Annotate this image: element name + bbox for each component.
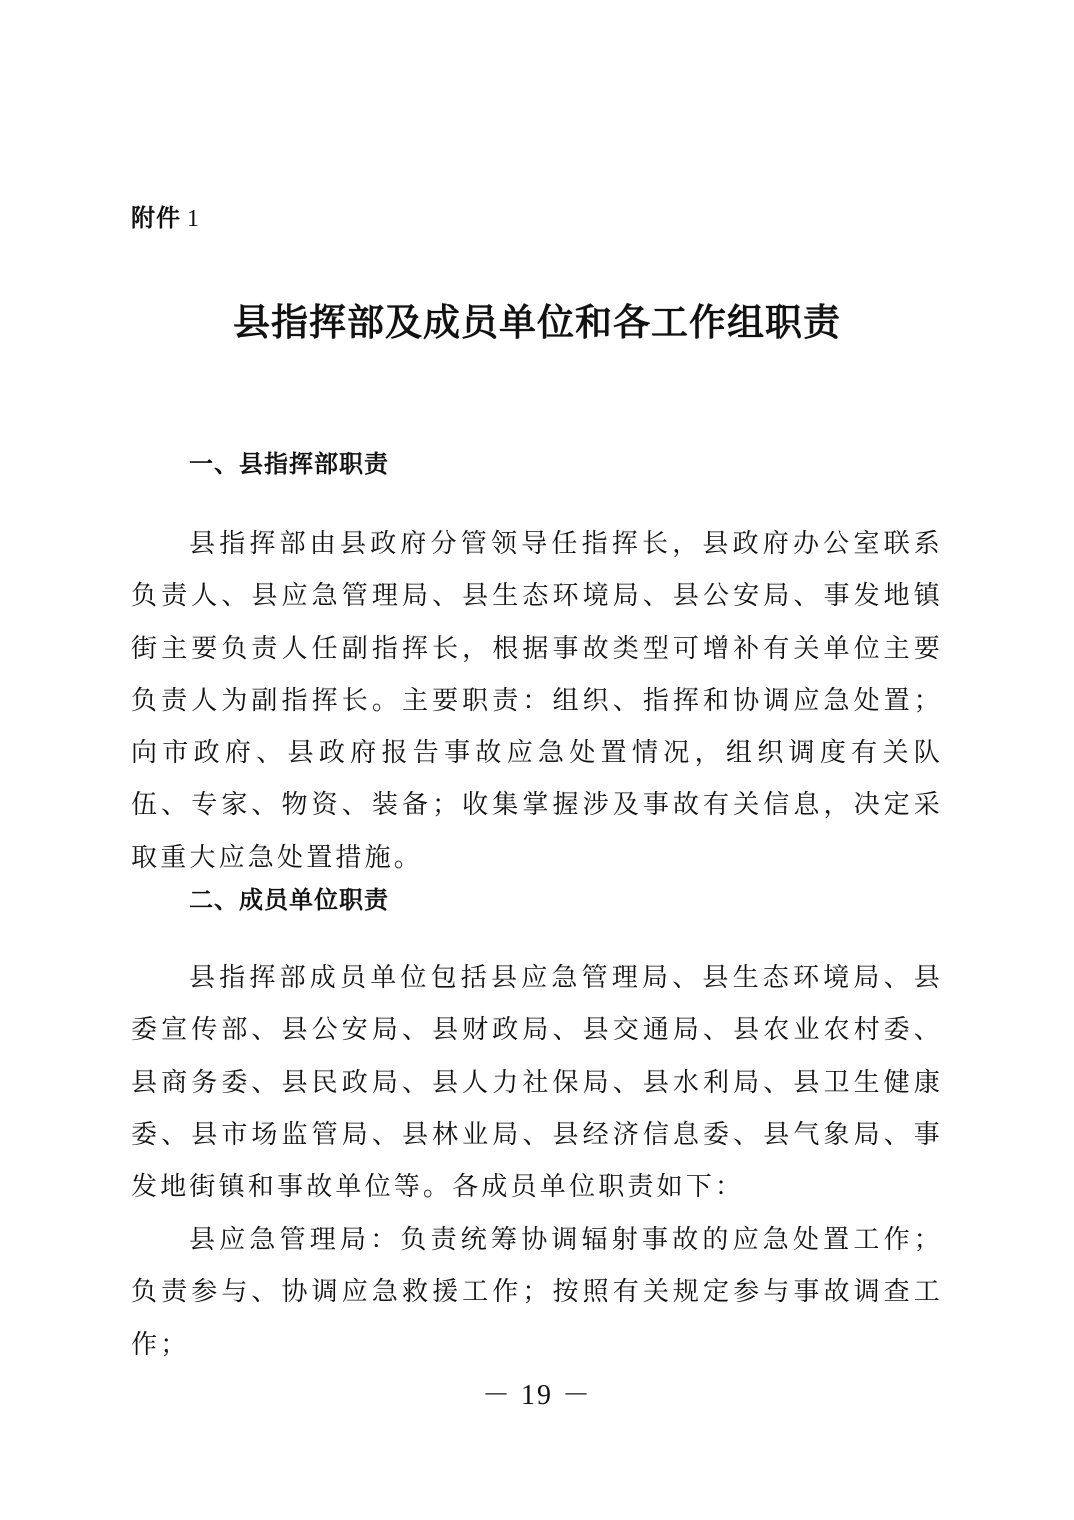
page-number: － 19 －: [481, 1380, 592, 1411]
section-heading-2: 二、成员单位职责: [189, 886, 389, 914]
attachment-number: 1: [187, 206, 200, 232]
section-paragraph-2: 县指挥部成员单位包括县应急管理局、县生态环境局、县委宣传部、县公安局、县财政局、县交通局、县农业农村委、县商务委、县民政局、县人力社保局、县水利局、县卫生健康委、县市场监管局、县林业局、县经济信息委、县气象局、事发地街镇和事故单位等。各成员单位职责如下：: [131, 963, 943, 1203]
section-paragraph-3: 县应急管理局：负责统筹协调辐射事故的应急处置工作；负责参与、协调应急救援工作；按照有关规定参与事故调查工作；: [131, 1225, 943, 1360]
attachment-label: [131, 200, 200, 237]
section-paragraph-1: 县指挥部由县政府分管领导任指挥长，县政府办公室联系负责人、县应急管理局、县生态环境局、县公安局、事发地镇街主要负责人任副指挥长，根据事故类型可增补有关单位主要负责人为副指挥长。主要职责：组织、指挥和协调应急处置；向市政府、县政府报告事故应急处置情况，组织调度有关队伍、专家、物资、装备；收集掌握涉及事故有关信息，决定采取重大应急处置措施。: [131, 529, 943, 873]
attachment-text: 附件: [131, 204, 181, 232]
document-title: 县指挥部及成员单位和各工作组职责: [233, 300, 841, 344]
section-heading-1: 一、县指挥部职责: [189, 450, 389, 478]
